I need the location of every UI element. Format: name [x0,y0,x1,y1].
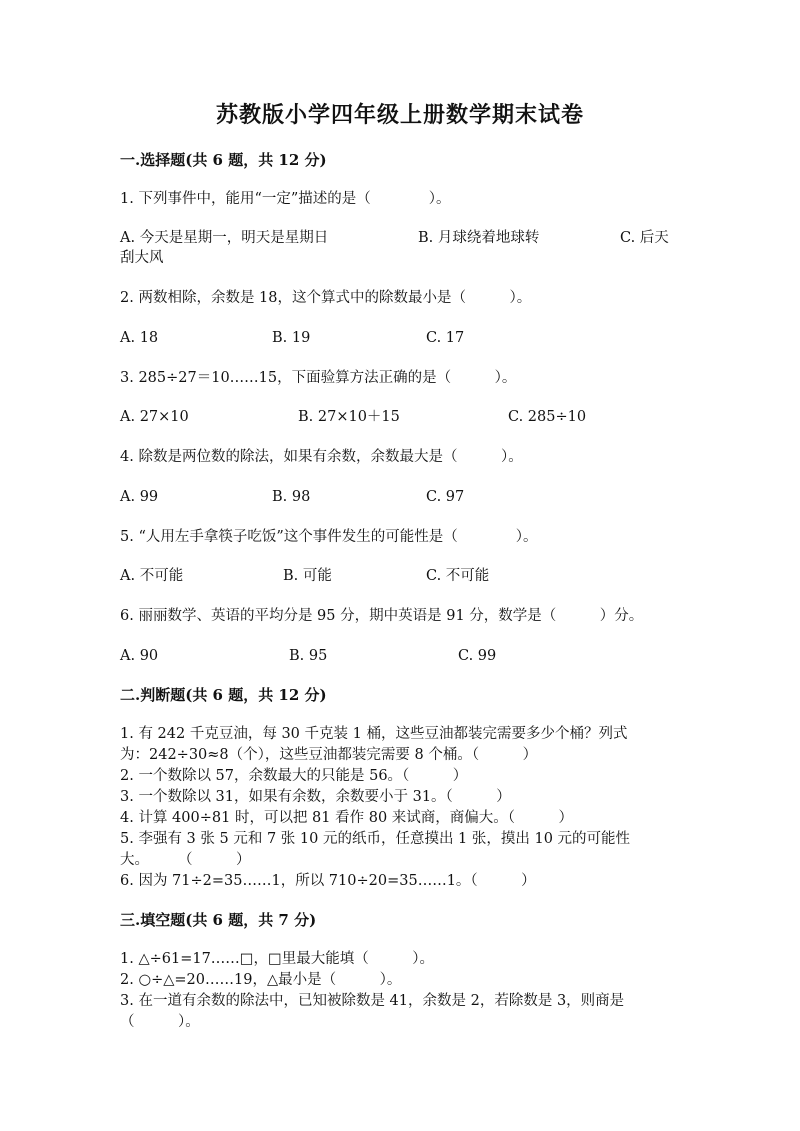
option-c: C. 17 [426,330,465,346]
option-b: B. 98 [272,489,311,505]
question-stem: 4. 除数是两位数的除法，如果有余数，余数最大是（ ）。 [120,449,523,465]
option-c-wrap: 刮大风 [120,250,164,266]
text-line: 6. 因为 71÷2=35……1，所以 710÷20=35……1。（ ） [120,873,536,889]
section-heading-choice: 一.选择题(共 6 题，共 12 分) [120,151,327,169]
option-b: B. 可能 [283,568,332,584]
option-c: C. 后天 [620,230,669,246]
text-line: 1. △÷61=17……□，□里最大能填（ ）。 [120,951,434,967]
option-c: C. 285÷10 [508,409,587,425]
option-a: A. 27×10 [120,409,189,425]
text-line: 4. 计算 400÷81 时，可以把 81 看作 80 来试商，商偏大。（ ） [120,810,574,826]
question-stem: 5. “人用左手拿筷子吃饭”这个事件发生的可能性是（ ）。 [120,529,538,545]
option-a: A. 99 [120,489,159,505]
option-b: B. 27×10＋15 [298,409,400,425]
text-line: （ ）。 [120,1014,200,1030]
text-line: 3. 一个数除以 31，如果有余数，余数要小于 31。（ ） [120,789,511,805]
option-b: B. 19 [272,330,311,346]
question-stem: 6. 丽丽数学、英语的平均分是 95 分，期中英语是 91 分，数学是（ ）分。 [120,608,644,624]
option-a: A. 90 [120,648,159,664]
question-stem: 3. 285÷27＝10……15，下面验算方法正确的是（ ）。 [120,370,517,386]
text-line: 大。 （ ） [120,852,251,868]
option-c: C. 97 [426,489,465,505]
text-line: 1. 有 242 千克豆油，每 30 千克装 1 桶，这些豆油都装完需要多少个桶？列式 [120,726,628,742]
exam-title: 苏教版小学四年级上册数学期末试卷 [215,102,584,128]
text-line: 5. 李强有 3 张 5 元和 7 张 10 元的纸币，任意摸出 1 张，摸出 10 元的可能性 [120,831,631,847]
section-heading-fill: 三.填空题(共 6 题，共 7 分) [120,911,317,929]
question-stem: 1. 下列事件中，能用“一定”描述的是（ ）。 [120,191,451,207]
option-a: A. 今天是星期一，明天是星期日 [120,230,329,246]
section-heading-judgement: 二.判断题(共 6 题，共 12 分) [120,686,327,704]
text-line: 为：242÷30≈8（个），这些豆油都装完需要 8 个桶。（ ） [120,747,538,763]
option-b: B. 95 [289,648,328,664]
text-line: 2. 一个数除以 57，余数最大的只能是 56。（ ） [120,768,468,784]
text-line: 2. ○÷△=20……19，△最小是（ ）。 [120,972,402,988]
option-c: C. 99 [458,648,497,664]
option-a: A. 18 [120,330,159,346]
option-a: A. 不可能 [120,568,184,584]
text-line: 3. 在一道有余数的除法中，已知被除数是 41，余数是 2，若除数是 3，则商是 [120,993,625,1009]
question-stem: 2. 两数相除，余数是 18，这个算式中的除数最小是（ ）。 [120,290,532,306]
option-c: C. 不可能 [426,568,490,584]
option-b: B. 月球绕着地球转 [418,230,540,246]
